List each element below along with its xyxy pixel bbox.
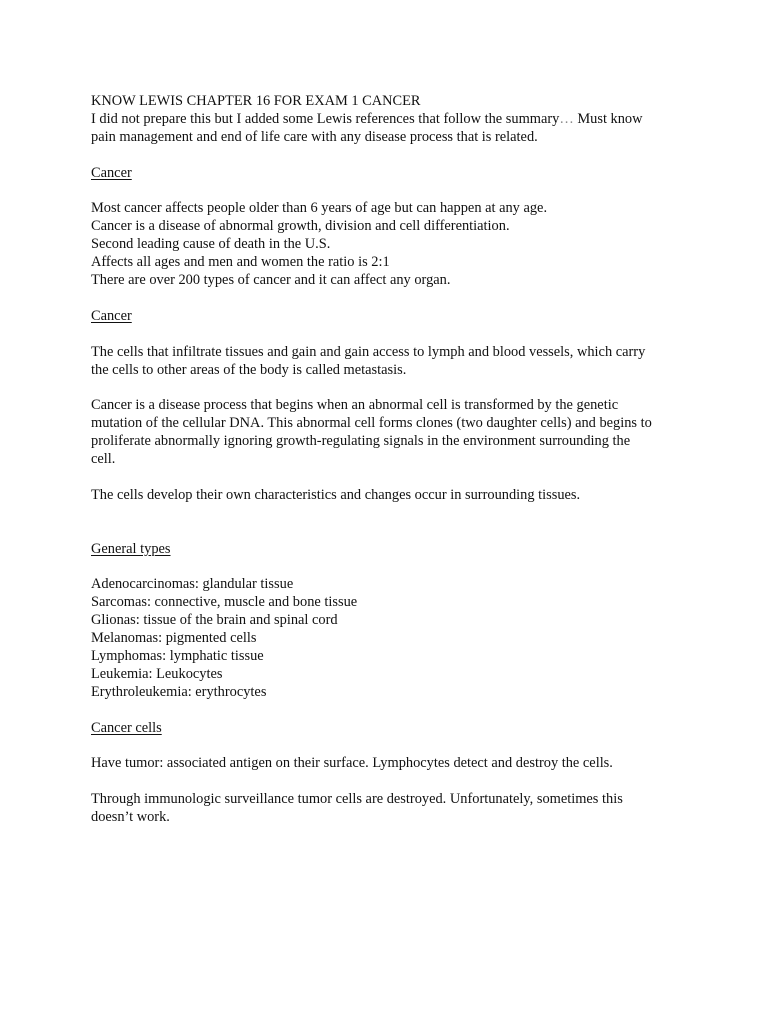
- list-item: Sarcomas: connective, muscle and bone tissue: [91, 594, 358, 611]
- text-line: Have tumor: associated antigen on their surface. Lymphocytes detect and destroy the cells.: [91, 755, 613, 772]
- spacer: [91, 469, 681, 487]
- spacer: [91, 737, 681, 755]
- spacer: [91, 379, 681, 397]
- intro-text-a: I did not prepare this but I added some Lewis references that follow the summary: [91, 110, 560, 127]
- text-line: Most cancer affects people older than 6 years of age but can happen at any age.: [91, 200, 548, 217]
- spacer: [91, 505, 681, 523]
- section-heading-cancer-cells: Cancer cells: [91, 719, 162, 736]
- text-line: Cancer is a disease of abnormal growth, division and cell differentiation.: [91, 218, 510, 235]
- spacer: [91, 523, 681, 541]
- text-line: Through immunologic surveillance tumor cells are destroyed. Unfortunately, sometimes this: [91, 791, 623, 808]
- text-line: The cells develop their own characteristics and changes occur in surrounding tissues.: [91, 486, 581, 503]
- text-line: The cells that infiltrate tissues and gain and gain access to lymph and blood vessels, which carry: [91, 343, 646, 360]
- list-item: Erythroleukemia: erythrocytes: [91, 683, 267, 700]
- intro-line-1: [91, 111, 681, 129]
- section-heading-cancer-2: Cancer: [91, 307, 132, 324]
- spacer: [91, 147, 681, 165]
- text-line: cell.: [91, 451, 116, 468]
- list-item: Melanomas: pigmented cells: [91, 630, 257, 647]
- section-heading-general-types: General types: [91, 540, 171, 557]
- intro-line-2: pain management and end of life care with any disease process that is related.: [91, 128, 538, 145]
- text-line: proliferate abnormally ignoring growth-regulating signals in the environment surrounding the: [91, 433, 631, 450]
- list-item: Lymphomas: lymphatic tissue: [91, 647, 264, 664]
- list-item: Glionas: tissue of the brain and spinal cord: [91, 612, 338, 629]
- intro-ellipsis: …: [559, 110, 574, 127]
- intro-text-b: Must know: [573, 110, 643, 127]
- document-body: [91, 93, 681, 827]
- text-line: There are over 200 types of cancer and it can affect any organ.: [91, 272, 451, 289]
- text-line: Affects all ages and men and women the ratio is 2:1: [91, 254, 390, 271]
- text-line: Second leading cause of death in the U.S.: [91, 236, 331, 253]
- section-heading-cancer-1: Cancer: [91, 164, 132, 181]
- spacer: [91, 290, 681, 308]
- text-line: the cells to other areas of the body is called metastasis.: [91, 361, 407, 378]
- text-line: Cancer is a disease process that begins when an abnormal cell is transformed by the genetic: [91, 397, 619, 414]
- spacer: [91, 183, 681, 201]
- spacer: [91, 702, 681, 720]
- text-line: mutation of the cellular DNA. This abnormal cell forms clones (two daughter cells) and begins to: [91, 415, 652, 432]
- spacer: [91, 773, 681, 791]
- text-line: doesn’t work.: [91, 809, 170, 826]
- list-item: Leukemia: Leukocytes: [91, 665, 223, 682]
- list-item: Adenocarcinomas: glandular tissue: [91, 576, 294, 593]
- spacer: [91, 558, 681, 576]
- spacer: [91, 326, 681, 344]
- document-title: KNOW LEWIS CHAPTER 16 FOR EXAM 1 CANCER: [91, 93, 421, 109]
